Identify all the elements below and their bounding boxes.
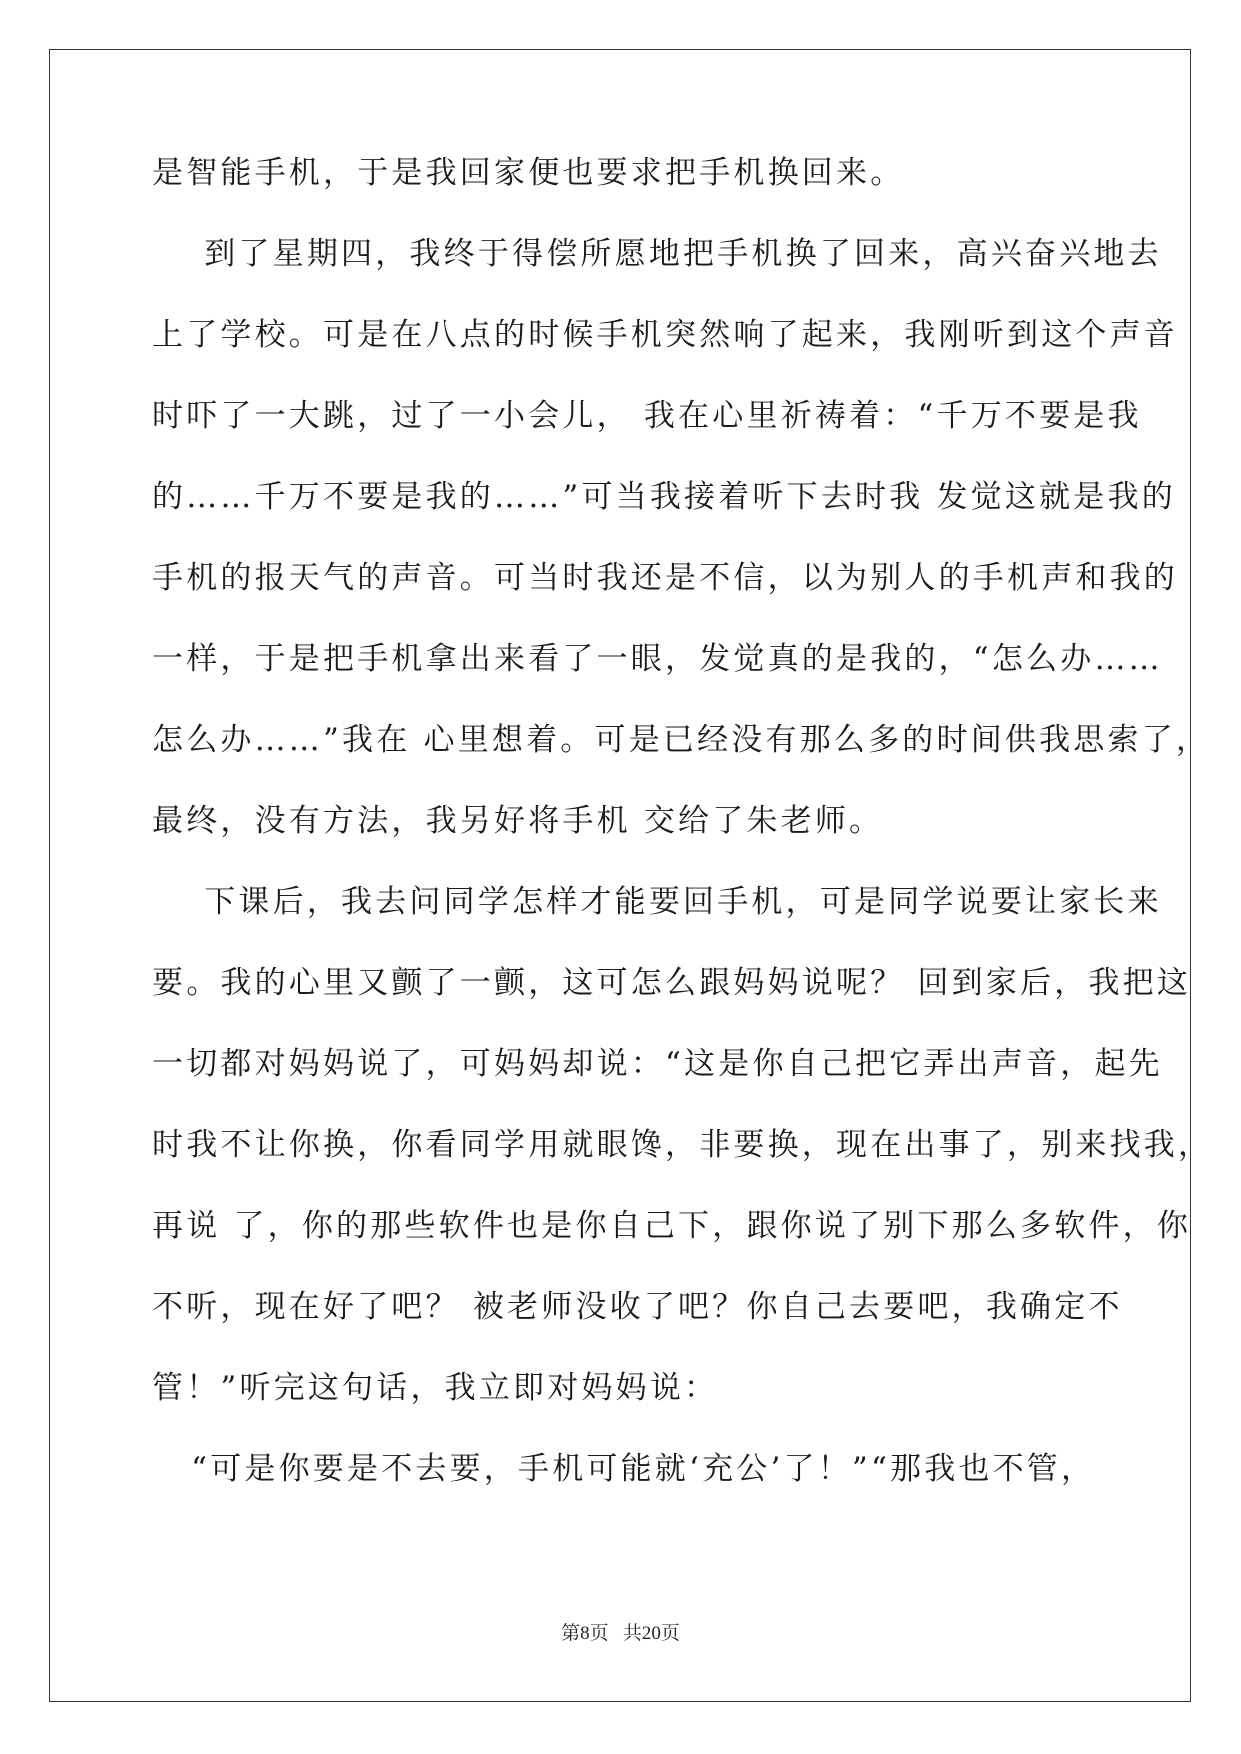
text-line: 时吓了一大跳，过了一小会儿， 我在心里祈祷着：“千万不要是我 xyxy=(152,398,1142,434)
text-line: 最终，没有方法，我另好将手机 交给了朱老师。 xyxy=(152,803,884,839)
text-line: 一切都对妈妈说了，可妈妈却说：“这是你自己把它弄出声音，起先 xyxy=(152,1046,1163,1082)
text-line: “可是你要是不去要，手机可能就‘充公’了！”“那我也不管， xyxy=(152,1451,1096,1487)
text-line: 下课后，我去问同学怎样才能要回手机，可是同学说要让家长来 xyxy=(152,884,1162,920)
text-line: 时我不让你换，你看同学用就眼馋，非要换，现在出事了，别来找我， xyxy=(152,1127,1213,1163)
text-line: 再说 了，你的那些软件也是你自己下，跟你说了别下那么多软件，你 xyxy=(152,1208,1192,1244)
text-line: 一样，于是把手机拿出来看了一眼，发觉真的是我的，“怎么办…… xyxy=(152,641,1163,677)
text-line: 手机的报天气的声音。可当时我还是不信，以为别人的手机声和我的 xyxy=(152,560,1178,596)
text-line: 要。我的心里又颤了一颤，这可怎么跟妈妈说呢？ 回到家后，我把这 xyxy=(152,965,1192,1001)
text-line: 是智能手机，于是我回家便也要求把手机换回来。 xyxy=(152,155,905,191)
text-line: 怎么办……”我在 心里想着。可是已经没有那么多的时间供我思索了， xyxy=(152,722,1211,758)
page-footer xyxy=(0,1618,1241,1645)
page-number: 第8页 xyxy=(561,1623,609,1644)
text-line: 上了学校。可是在八点的时候手机突然响了起来，我刚听到这个声音 xyxy=(152,317,1178,353)
text-line: 的……千万不要是我的……”可当我接着听下去时我 发觉这就是我的 xyxy=(152,479,1176,515)
text-line: 到了星期四，我终于得偿所愿地把手机换了回来，高兴奋兴地去 xyxy=(152,236,1162,272)
page-total: 共20页 xyxy=(622,1623,680,1644)
text-line: 不听，现在好了吧？ 被老师没收了吧？你自己去要吧，我确定不 xyxy=(152,1289,1123,1325)
text-line: 管！”听完这句话，我立即对妈妈说： xyxy=(152,1370,719,1406)
